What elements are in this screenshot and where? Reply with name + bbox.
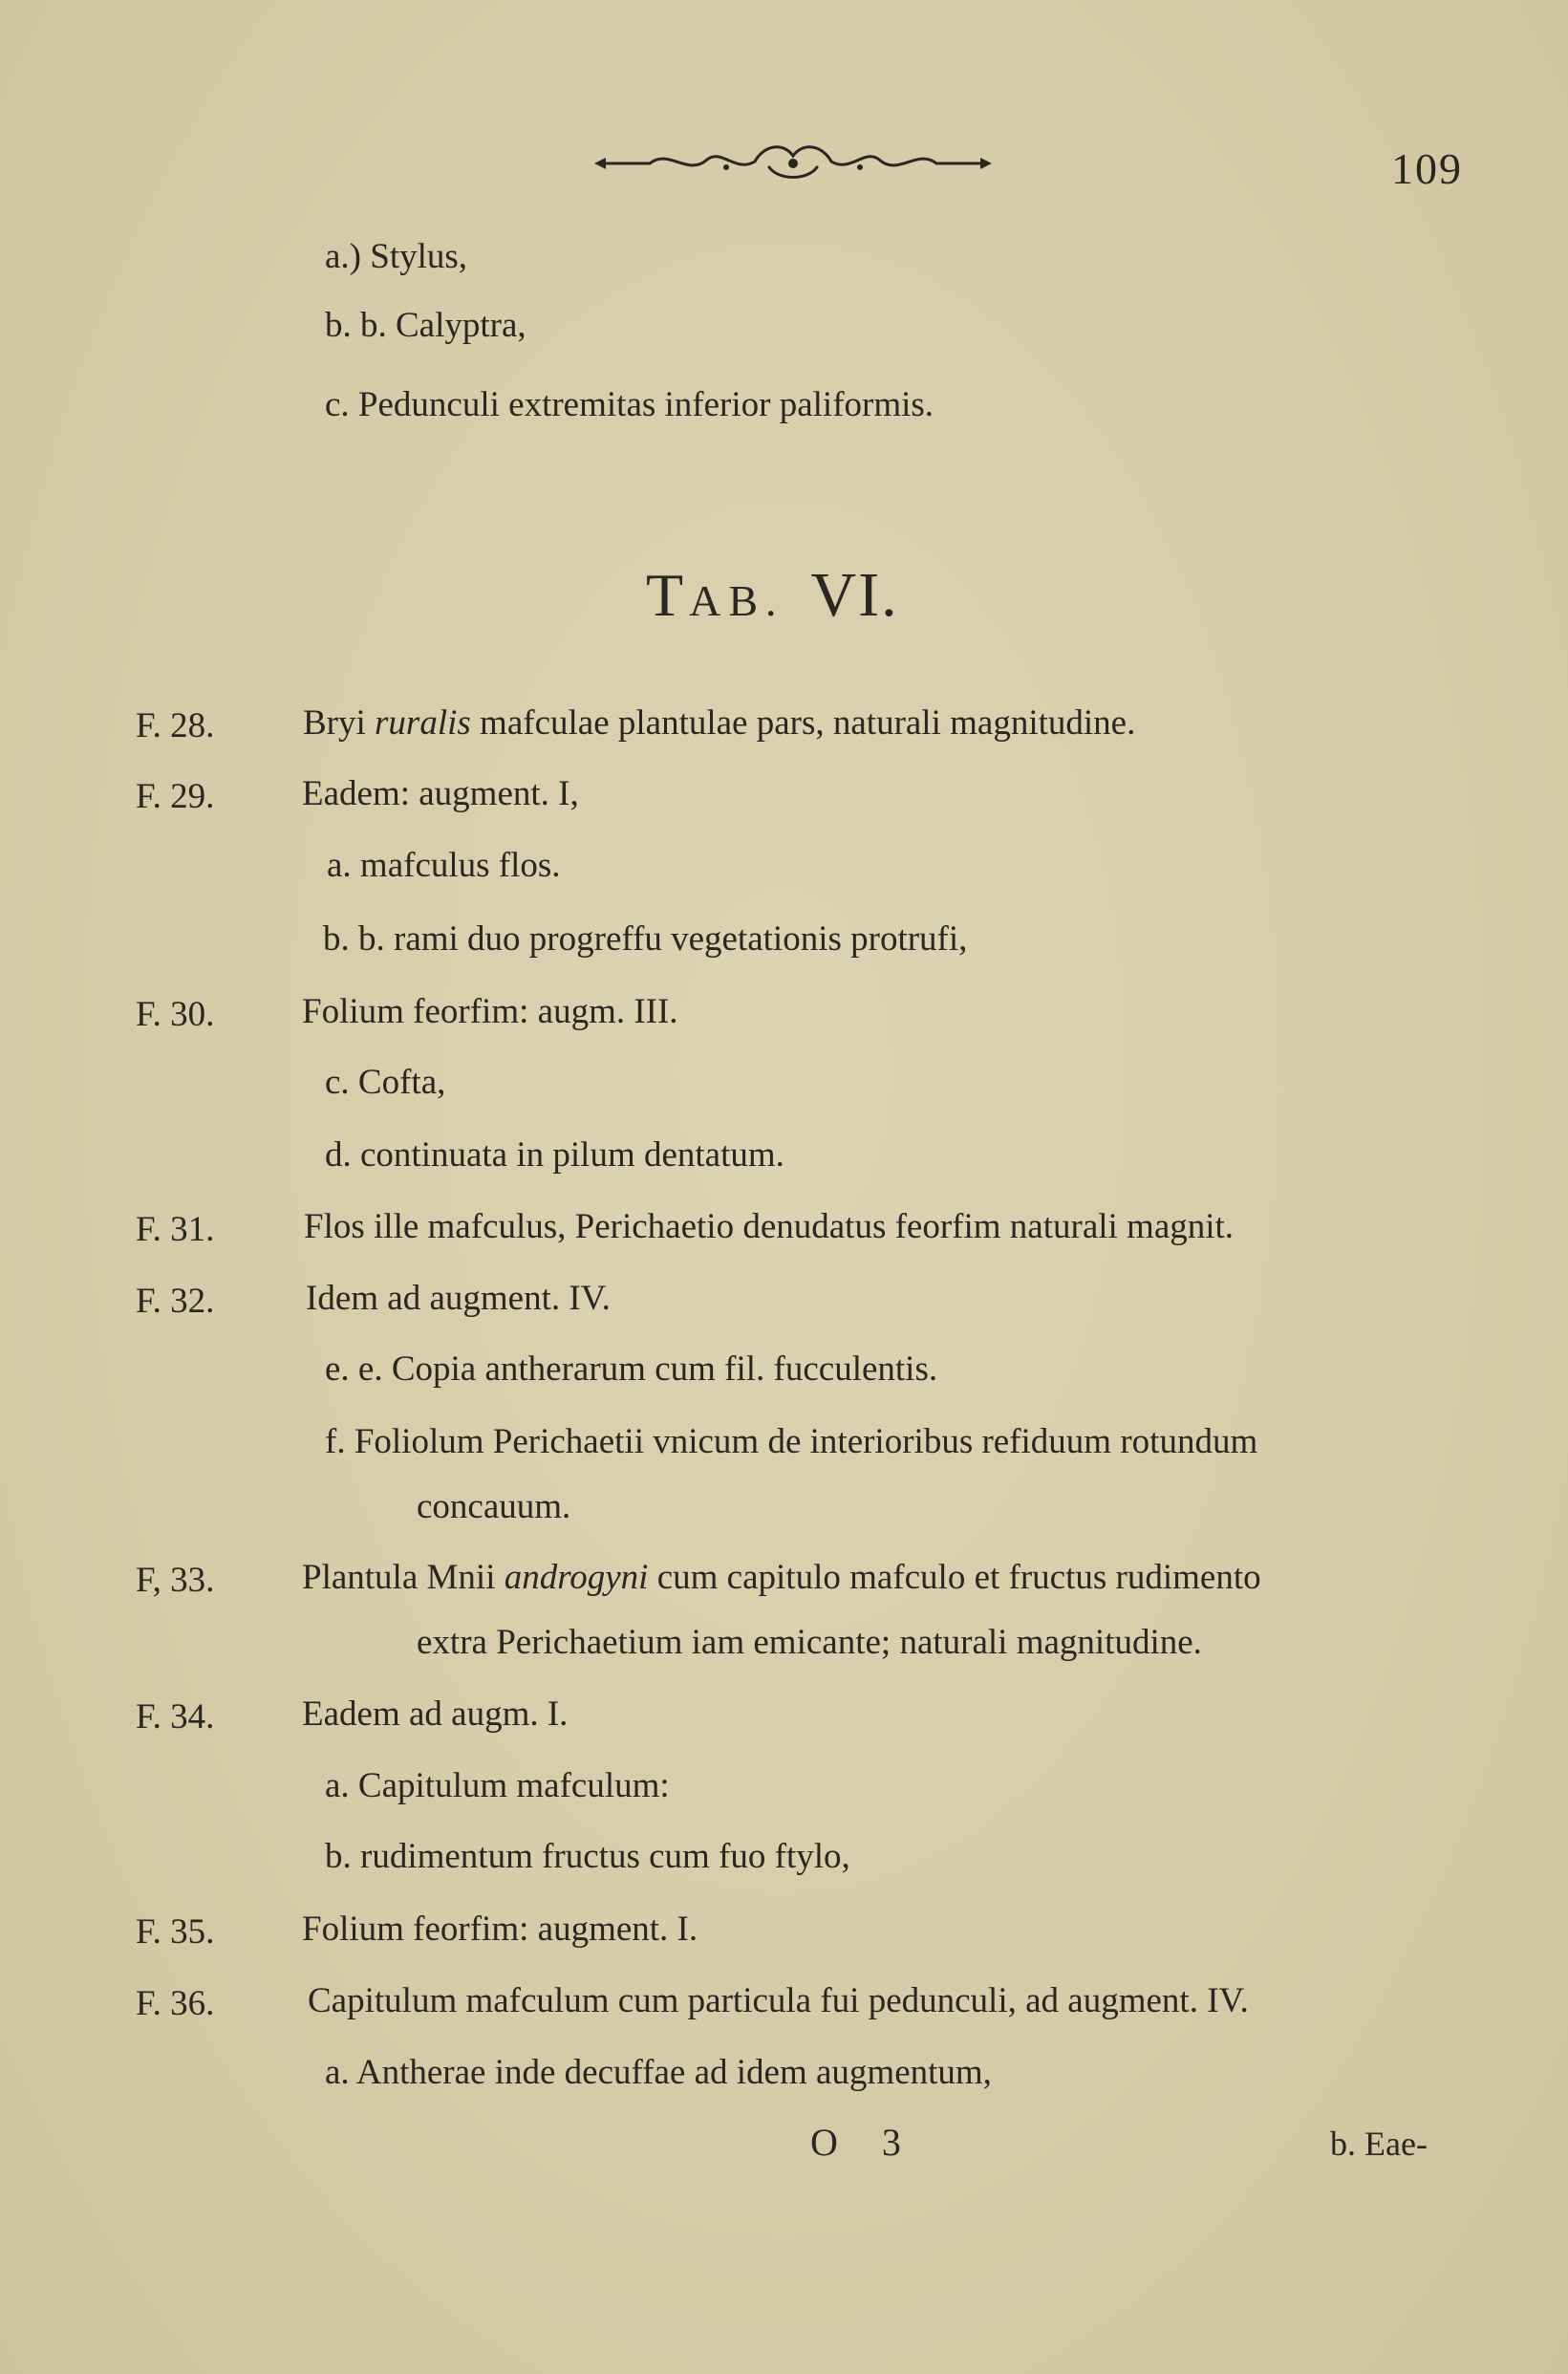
list-item: c. Pedunculi extremitas inferior paliformis.: [325, 385, 934, 424]
list-item: a.) Stylus,: [325, 237, 468, 276]
figure-number: F. 32.: [136, 1282, 215, 1321]
entry-subitem-cont: concauum.: [417, 1487, 571, 1526]
entry-text: Eadem: augment. I,: [302, 774, 579, 813]
title-rest: AB.: [689, 576, 784, 625]
figure-number: F. 31.: [136, 1210, 215, 1249]
entry-subitem: c. Cofta,: [325, 1063, 446, 1102]
entry-subitem: f. Foliolum Perichaetii vnicum de interioribus refiduum rotundum: [325, 1422, 1258, 1461]
entry-subitem: d. continuata in pilum dentatum.: [325, 1135, 784, 1175]
species-name: ruralis: [375, 703, 471, 743]
entry-text: Folium feorfim: augment. I.: [302, 1910, 698, 1949]
title-roman: VI.: [810, 560, 899, 630]
entry-text-cont: extra Perichaetium iam emicante; naturali magnitudine.: [417, 1623, 1202, 1662]
entry-subitem: b. b. rami duo progreffu vegetationis protrufi,: [323, 919, 968, 959]
figure-number: F. 36.: [136, 1984, 215, 2023]
signature-mark: O 3: [810, 2121, 918, 2164]
entry-subitem: a. Antherae inde decuffae ad idem augmentum,: [325, 2053, 992, 2092]
figure-number: F, 33.: [136, 1561, 215, 1600]
entry-text: Flos ille mafculus, Perichaetio denudatus feorfim naturali magnit.: [304, 1207, 1235, 1246]
figure-number: F. 29.: [136, 777, 215, 816]
entry-text: Eadem ad augm. I.: [302, 1694, 569, 1734]
figure-number: F. 28.: [136, 706, 215, 745]
catchword: b. Eae-: [1330, 2125, 1428, 2163]
entry-text: Plantula Mnii androgyni cum capitulo mafculo et fructus rudimento: [302, 1558, 1261, 1597]
list-item: b. b. Calyptra,: [325, 306, 526, 345]
page-number: 109: [1391, 144, 1463, 193]
entry-subitem: b. rudimentum fructus cum fuo ftylo,: [325, 1837, 850, 1876]
entry-text: Bryi ruralis mafculae plantulae pars, naturali magnitudine.: [303, 703, 1136, 743]
entry-text: Folium feorfim: augm. III.: [302, 992, 678, 1031]
entry-text: Capitulum mafculum cum particula fui pedunculi, ad augment. IV.: [308, 1981, 1249, 2020]
figure-number: F. 30.: [136, 995, 215, 1034]
entry-subitem: a. mafculus flos.: [327, 846, 561, 885]
figure-number: F. 34.: [136, 1697, 215, 1737]
entry-subitem: e. e. Copia antherarum cum fil. fucculentis.: [325, 1349, 938, 1389]
title-initial: T: [646, 561, 690, 629]
ornament-icon: [592, 139, 994, 188]
section-title: [646, 559, 899, 632]
species-name: androgyni: [504, 1558, 649, 1597]
figure-number: F. 35.: [136, 1912, 215, 1952]
entry-text: Idem ad augment. IV.: [306, 1279, 611, 1318]
entry-subitem: a. Capitulum mafculum:: [325, 1766, 670, 1805]
